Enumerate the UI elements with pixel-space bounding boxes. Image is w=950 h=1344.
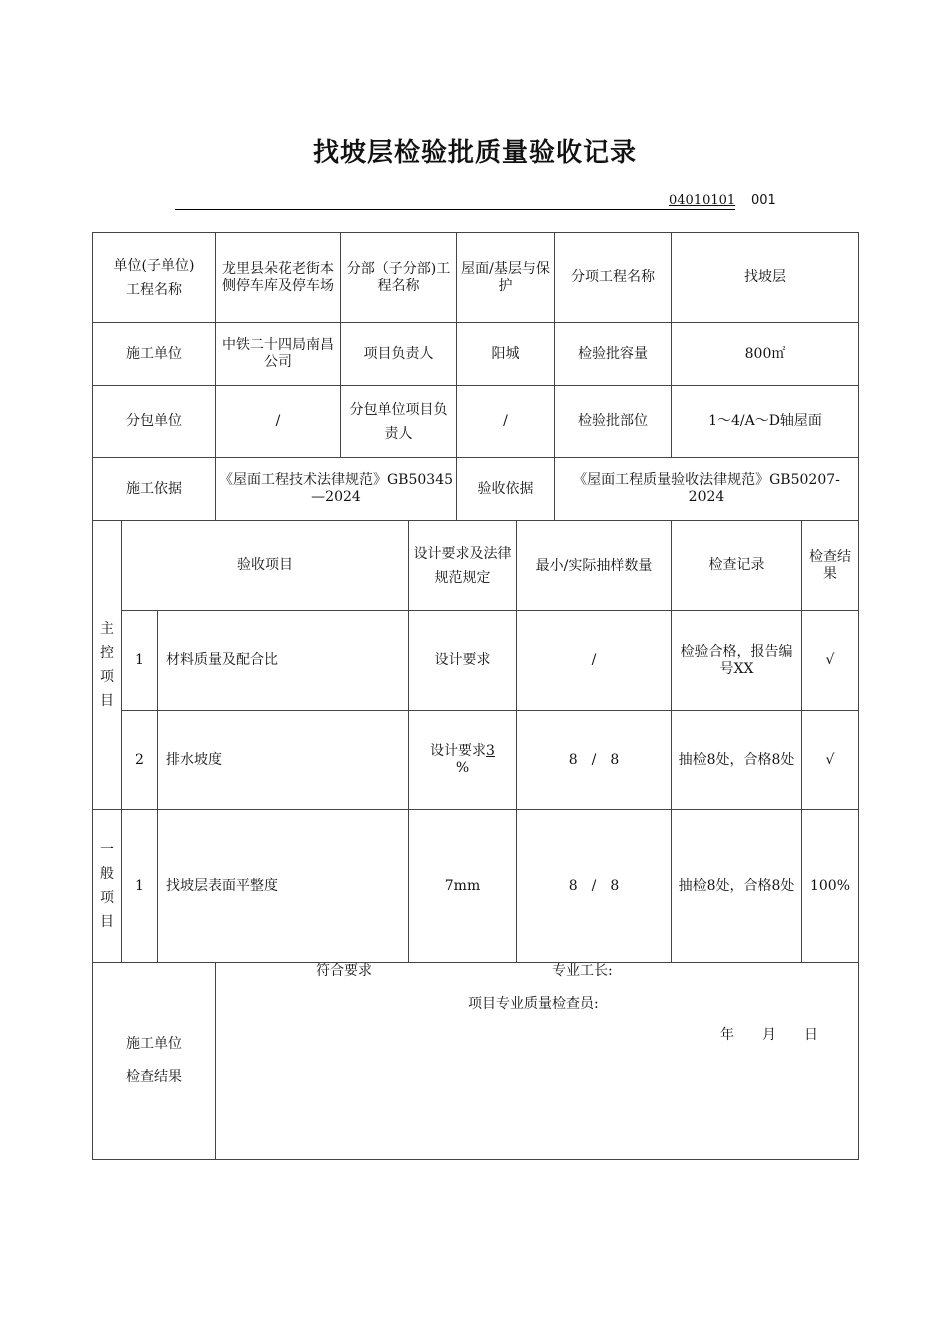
check-record: 抽检8处，合格8处 (672, 711, 802, 810)
item-name: 材料质量及配合比 (158, 611, 409, 711)
row-number: 1 (122, 810, 158, 963)
check-result: 100% (802, 810, 859, 963)
table-row (93, 611, 859, 711)
page-title: 找坡层检验批质量验收记录 (312, 138, 637, 168)
row-number: 2 (122, 711, 158, 810)
col-header-record: 检查记录 (672, 521, 802, 611)
contractor-check-label: 施工单位 检查结果 (93, 963, 216, 1160)
project-name-label: 单位(子单位) 工程名称 (93, 233, 216, 323)
design-requirement: 设计要求 (409, 611, 517, 711)
batch-capacity-label: 检验批容量 (555, 323, 672, 386)
batch-capacity-value: 800㎡ (672, 323, 859, 386)
item-name: 找坡层表面平整度 (158, 810, 409, 963)
quality-inspector-label: 项目专业质量检查员: (468, 996, 599, 1012)
contractor-value: 中铁二十四局南昌公司 (216, 323, 341, 386)
batch-location-label: 检验批部位 (555, 386, 672, 458)
col-header-result: 检查结果 (802, 521, 859, 611)
design-requirement (409, 711, 517, 810)
subcontractor-label: 分包单位 (93, 386, 216, 458)
contractor-label: 施工单位 (93, 323, 216, 386)
check-record: 检验合格，报告编号XX (672, 611, 802, 711)
row-number: 1 (122, 611, 158, 711)
division-label: 分部（子分部)工程名称 (341, 233, 457, 323)
sub-pm-label: 分包单位项目负责人 (341, 386, 457, 458)
sub-item-label: 分项工程名称 (555, 233, 672, 323)
sample-count: 8 / 8 (517, 711, 672, 810)
foreman-label: 专业工长: (552, 963, 613, 979)
conclusion-text: 符合要求 (316, 963, 372, 979)
acceptance-basis-value: 《屋面工程质量验收法律规范》GB50207-2024 (555, 458, 859, 521)
slope-unit: % (455, 760, 470, 776)
project-name-value: 龙里县朵花老街本侧停车库及停车场 (216, 233, 341, 323)
division-value: 屋面/基层与保护 (457, 233, 555, 323)
batch-location-value: 1～4/A～D轴屋面 (672, 386, 859, 458)
acceptance-basis-label: 验收依据 (457, 458, 555, 521)
project-manager-value: 阳城 (457, 323, 555, 386)
inspection-record-table (92, 232, 859, 1160)
date-label: 年 月 日 (720, 1027, 818, 1043)
col-header-design-req: 设计要求及法律规范规定 (409, 521, 517, 611)
contractor-check-area (216, 963, 859, 1160)
design-req-prefix: 设计要求 (430, 743, 487, 759)
col-header-item: 验收项目 (122, 521, 409, 611)
col-header-sampling: 最小/实际抽样数量 (517, 521, 672, 611)
sub-pm-value: / (457, 386, 555, 458)
construction-basis-value: 《屋面工程技术法律规范》GB50345—2024 (216, 458, 457, 521)
project-manager-label: 项目负责人 (341, 323, 457, 386)
check-result: √ (802, 711, 859, 810)
check-result: √ (802, 611, 859, 711)
design-requirement: 7mm (409, 810, 517, 963)
sample-count: / (517, 611, 672, 711)
slope-value: 3 (486, 743, 495, 759)
sub-item-value: 找坡层 (672, 233, 859, 323)
item-name: 排水坡度 (158, 711, 409, 810)
subcontractor-value: / (216, 386, 341, 458)
code-underline (175, 209, 735, 210)
sample-count: 8 / 8 (517, 810, 672, 963)
table-row (93, 810, 859, 963)
batch-code: 04010101 (669, 193, 736, 208)
construction-basis-label: 施工依据 (93, 458, 216, 521)
check-record: 抽检8处，合格8处 (672, 810, 802, 963)
main-control-label: 主控项目 (93, 521, 122, 810)
general-items-label: 一般项目 (93, 810, 122, 963)
table-row (93, 711, 859, 810)
batch-code-suffix: 001 (751, 193, 776, 208)
